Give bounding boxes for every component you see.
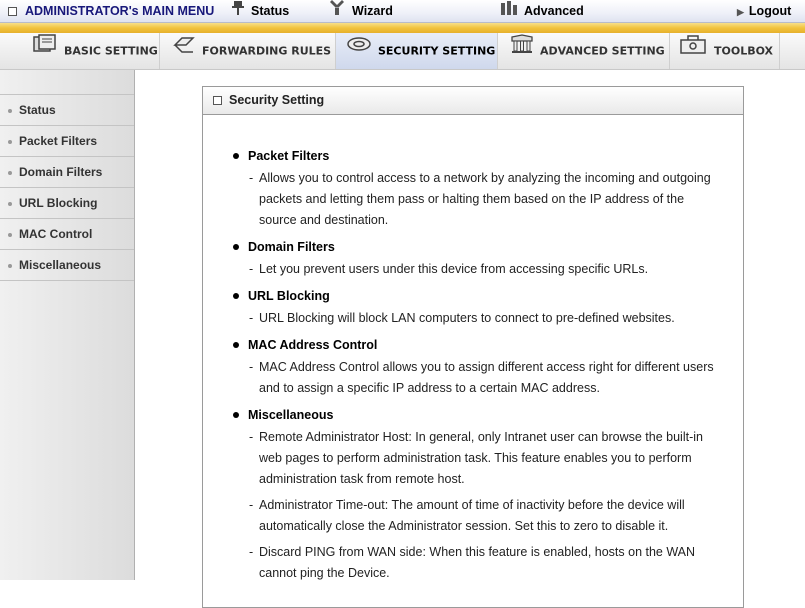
section-miscellaneous [233,405,743,584]
main-menu-label: ADMINISTRATOR's MAIN MENU [25,4,215,18]
section-packet-filters [233,146,743,231]
advanced-link[interactable] [500,0,584,22]
status-label: Status [251,4,290,18]
section-title [233,286,743,306]
section-title-text: MAC Address Control [248,338,378,352]
tab-forwarding-rules[interactable] [160,33,336,69]
sidebar-item-miscellaneous[interactable] [0,250,134,281]
description-text: Discard PING from WAN side: When this feature is enabled, hosts on the WAN cannot ping the Device. [259,545,696,580]
section-domain-filters [233,237,743,280]
basic-setting-icon [32,33,58,70]
sidebar-item-label: Miscellaneous [19,258,102,272]
sidebar-item-label: Status [19,103,56,117]
section-description: - Remote Administrator Host: In general, only Intranet user can browse the built-in web pages to perform administration task. This feature enables you to perform administration task from remote host. [249,430,703,486]
toolbox-icon [678,33,708,70]
panel-title: Security Setting [229,93,325,107]
tab-toolbox-label: TOOLBOX [714,44,774,58]
bullet-icon [8,264,12,268]
sidebar-item-url-blocking[interactable] [0,188,134,219]
bullet-icon [8,233,12,237]
bullet-icon [233,293,239,299]
description-text: Let you prevent users under this device from accessing specific URLs. [259,262,649,276]
sidebar-item-domain-filters[interactable] [0,157,134,188]
section-mac-address-control [233,335,743,399]
section-title [233,237,743,257]
forwarding-rules-icon [172,33,196,70]
description-text: URL Blocking will block LAN computers to connect to pre-defined websites. [259,311,675,325]
sidebar-item-packet-filters[interactable] [0,126,134,157]
section-url-blocking [233,286,743,329]
main-menu-link[interactable] [8,0,214,22]
bullet-icon [8,202,12,206]
sidebar-header [0,70,134,95]
sidebar-item-label: URL Blocking [19,196,98,210]
pin-icon [231,0,245,23]
bullet-icon [8,109,12,113]
section-description: - Let you prevent users under this device from accessing specific URLs. [249,262,649,276]
tab-toolbox[interactable] [670,33,780,69]
top-menu-bar [0,0,805,23]
section-description: - Allows you to control access to a network by analyzing the incoming and outgoing packets and letting them pass or halting them based on the IP address of the source and destination. [249,171,711,227]
advanced-icon [500,0,518,23]
sidebar-item-label: Packet Filters [19,134,98,148]
bullet-icon [233,153,239,159]
logout-link[interactable] [737,0,791,22]
section-title-text: Domain Filters [248,240,335,254]
section-title [233,335,743,355]
wizard-link[interactable] [328,0,393,22]
advanced-label: Advanced [524,4,584,18]
section-title-text: Miscellaneous [248,408,334,422]
tab-security-label: SECURITY SETTING [378,44,496,58]
section-description: - Administrator Time-out: The amount of time of inactivity before the device will automatically close the Administrator session. Set this to zero to disable it. [249,498,685,533]
status-link[interactable] [231,0,289,22]
wizard-icon [328,0,346,23]
bullet-icon [233,342,239,348]
bullet-icon [233,412,239,418]
panel-header [203,87,743,115]
section-title-text: URL Blocking [248,289,330,303]
square-icon [213,96,222,105]
tab-security-setting[interactable] [336,33,498,69]
security-setting-icon [346,33,372,70]
square-icon [8,7,17,16]
section-title-text: Packet Filters [248,149,330,163]
sidebar-item-label: Domain Filters [19,165,103,179]
section-description: - URL Blocking will block LAN computers to connect to pre-defined websites. [249,311,675,325]
wizard-label: Wizard [352,4,393,18]
section-description: - MAC Address Control allows you to assign different access right for different users and to assign a specific IP address to a certain MAC address. [249,360,714,395]
tab-basic-setting[interactable] [0,33,160,69]
bullet-icon [8,171,12,175]
sidebar [0,70,135,580]
sidebar-item-mac-control[interactable] [0,219,134,250]
section-title [233,146,743,166]
tab-basic-label: BASIC SETTING [64,44,158,58]
logout-label: Logout [748,4,792,18]
panel-body [203,115,743,584]
description-text: Administrator Time-out: The amount of time of inactivity before the device will automatically close the Administrator session. Set this to zero to disable it. [259,498,685,533]
tab-advanced-label: ADVANCED SETTING [540,44,665,58]
yellow-stripe [0,23,805,33]
description-text: Remote Administrator Host: In general, only Intranet user can browse the built-in web pages to perform administration task. This feature enables you to perform administration task from remote host. [259,430,703,486]
tab-bar [0,33,805,70]
bullet-icon [233,244,239,250]
description-text: Allows you to control access to a network by analyzing the incoming and outgoing packets and letting them pass or halting them based on the IP address of the source and destination. [259,171,711,227]
tab-forwarding-label: FORWARDING RULES [202,44,332,58]
description-text: MAC Address Control allows you to assign different access right for different users and to assign a specific IP address to a certain MAC address. [259,360,714,395]
advanced-setting-icon [510,33,534,70]
security-setting-panel [202,86,744,608]
section-title [233,405,743,425]
section-description: - Discard PING from WAN side: When this feature is enabled, hosts on the WAN cannot ping the Device. [249,545,696,580]
tab-advanced-setting[interactable] [498,33,670,69]
bullet-icon [8,140,12,144]
arrow-right-icon: ▶ [737,7,744,17]
sidebar-item-label: MAC Control [19,227,93,241]
sidebar-item-status[interactable] [0,95,134,126]
